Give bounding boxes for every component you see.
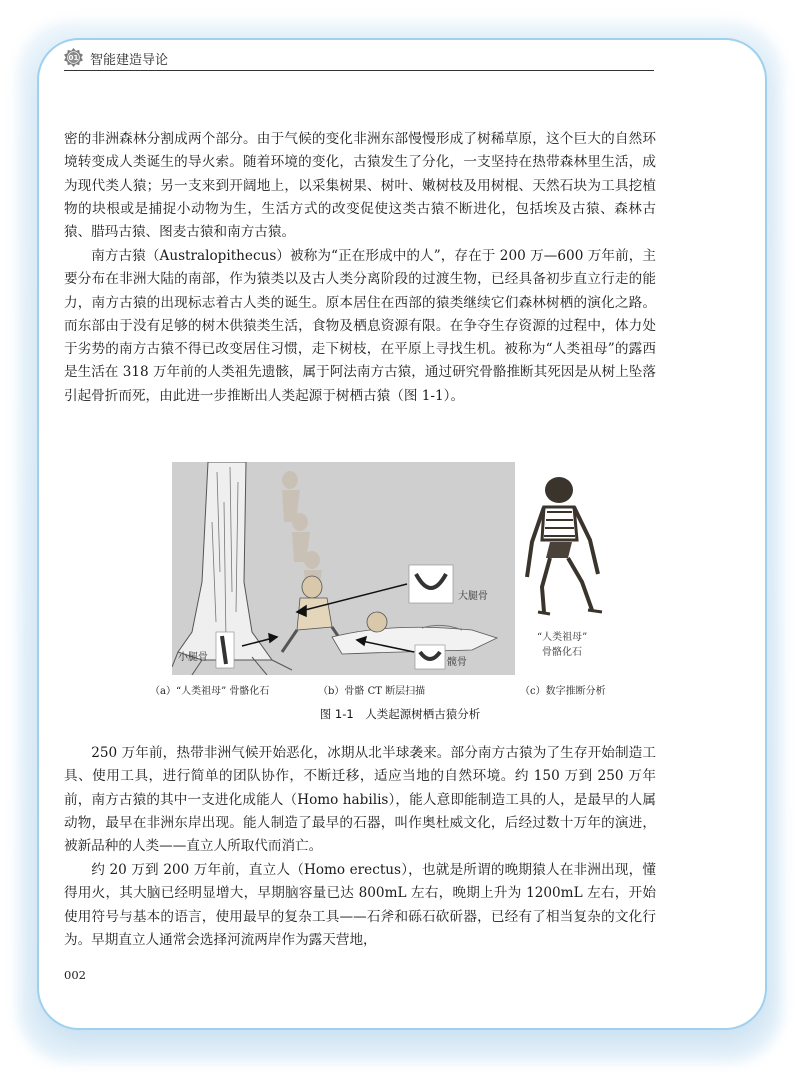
femur-label: 大腿骨	[458, 591, 488, 602]
subcaption-a: （a）“人类祖母” 骨骼化石	[150, 686, 270, 697]
running-header-title: 智能建造导论	[90, 53, 169, 68]
skeleton-caption-line1: “人类祖母”	[537, 632, 588, 643]
pelvis-label: 髋骨	[447, 657, 467, 668]
figure-illustration	[172, 462, 627, 675]
chapter-badge-number: 01	[68, 53, 79, 63]
tibia-inset-icon	[216, 632, 234, 668]
subcaption-c: （c）数字推断分析	[520, 686, 606, 697]
tibia-label: 小腿骨	[178, 652, 208, 663]
figure-1-1	[172, 462, 627, 675]
subcaption-b: （b）骨骼 CT 断层扫描	[318, 686, 426, 697]
paragraph-1: 密的非洲森林分割成两个部分。由于气候的变化非洲东部慢慢形成了树稀草原，这个巨大的自然环境转变成人类诞生的导火索。随着环境的变化，古猿发生了分化，一支坚持在热带森林里生活，成为现代类人猿；另一支来到开阔地上，以采集树果、树叶、嫩树枝及用树棍、天然石块为工具挖植物的块根或是捕捉小动物为生，生活方式的改变促使这类古猿不断进化，包括埃及古猿、森林古猿、腊玛古猿、图麦古猿和南方古猿。	[64, 131, 656, 241]
paragraph-3: 250 万年前，热带非洲气候开始恶化，冰期从北半球袭来。部分南方古猿为了生存开始制造工具、使用工具，进行简单的团队协作，不断迁移，适应当地的自然环境。约 150 万到 250 万年前，南方古猿的其中一支进化成能人（Homo habilis），能人意即能制造工具的人，是最早的人属动物，最早在非洲东岸出现。能人制造了最早的石器，叫作奥杜威文化，后经过数十万年的演进，被新品种的人类——直立人所取代而消亡。	[64, 745, 656, 855]
skeleton-photo-icon	[527, 477, 602, 614]
paragraph-2: 南方古猿（Australopithecus）被称为“正在形成中的人”，存在于 200 万—600 万年前，主要分布在非洲大陆的南部，作为猿类以及古人类分离阶段的过渡生物，已经具备初步直立行走的能力，南方古猿的出现标志着古人类的诞生。原本居住在西部的猿类继续它们森林树栖的演化之路。而东部由于没有足够的树木供猿类生活，食物及栖息资源有限。在争夺生存资源的过程中，体力处于劣势的南方古猿不得已改变居住习惯，走下树枝，在平原上寻找生机。被称为“人类祖母”的露西是生活在 318 万年前的人类祖先遗骸，属于阿法南方古猿，通过研究骨骼推断其死因是从树上坠落引起骨折而死，由此进一步推断出人类起源于树栖古猿（图 1-1）。	[64, 248, 656, 404]
femur-inset-icon	[409, 565, 453, 603]
skeleton-caption-line2: 骨骼化石	[542, 647, 582, 658]
figure-title: 图 1-1 人类起源树栖古猿分析	[319, 707, 481, 721]
running-header	[64, 48, 654, 71]
pelvis-inset-icon	[415, 645, 445, 669]
page-number: 002	[64, 968, 86, 982]
paragraph-4: 约 20 万到 200 万年前，直立人（Homo erectus），也就是所谓的晚期猿人在非洲出现，懂得用火，其大脑已经明显增大，早期脑容量已达 800mL 左右，晚期上升为 1200mL 左右，开始使用符号与基本的语言，使用最早的复杂工具——石斧和砾石砍斫器，已经有了相当复杂的文化行为。早期直立人通常会选择河流两岸作为露天营地，	[64, 862, 656, 948]
chapter-badge-icon	[64, 48, 83, 67]
